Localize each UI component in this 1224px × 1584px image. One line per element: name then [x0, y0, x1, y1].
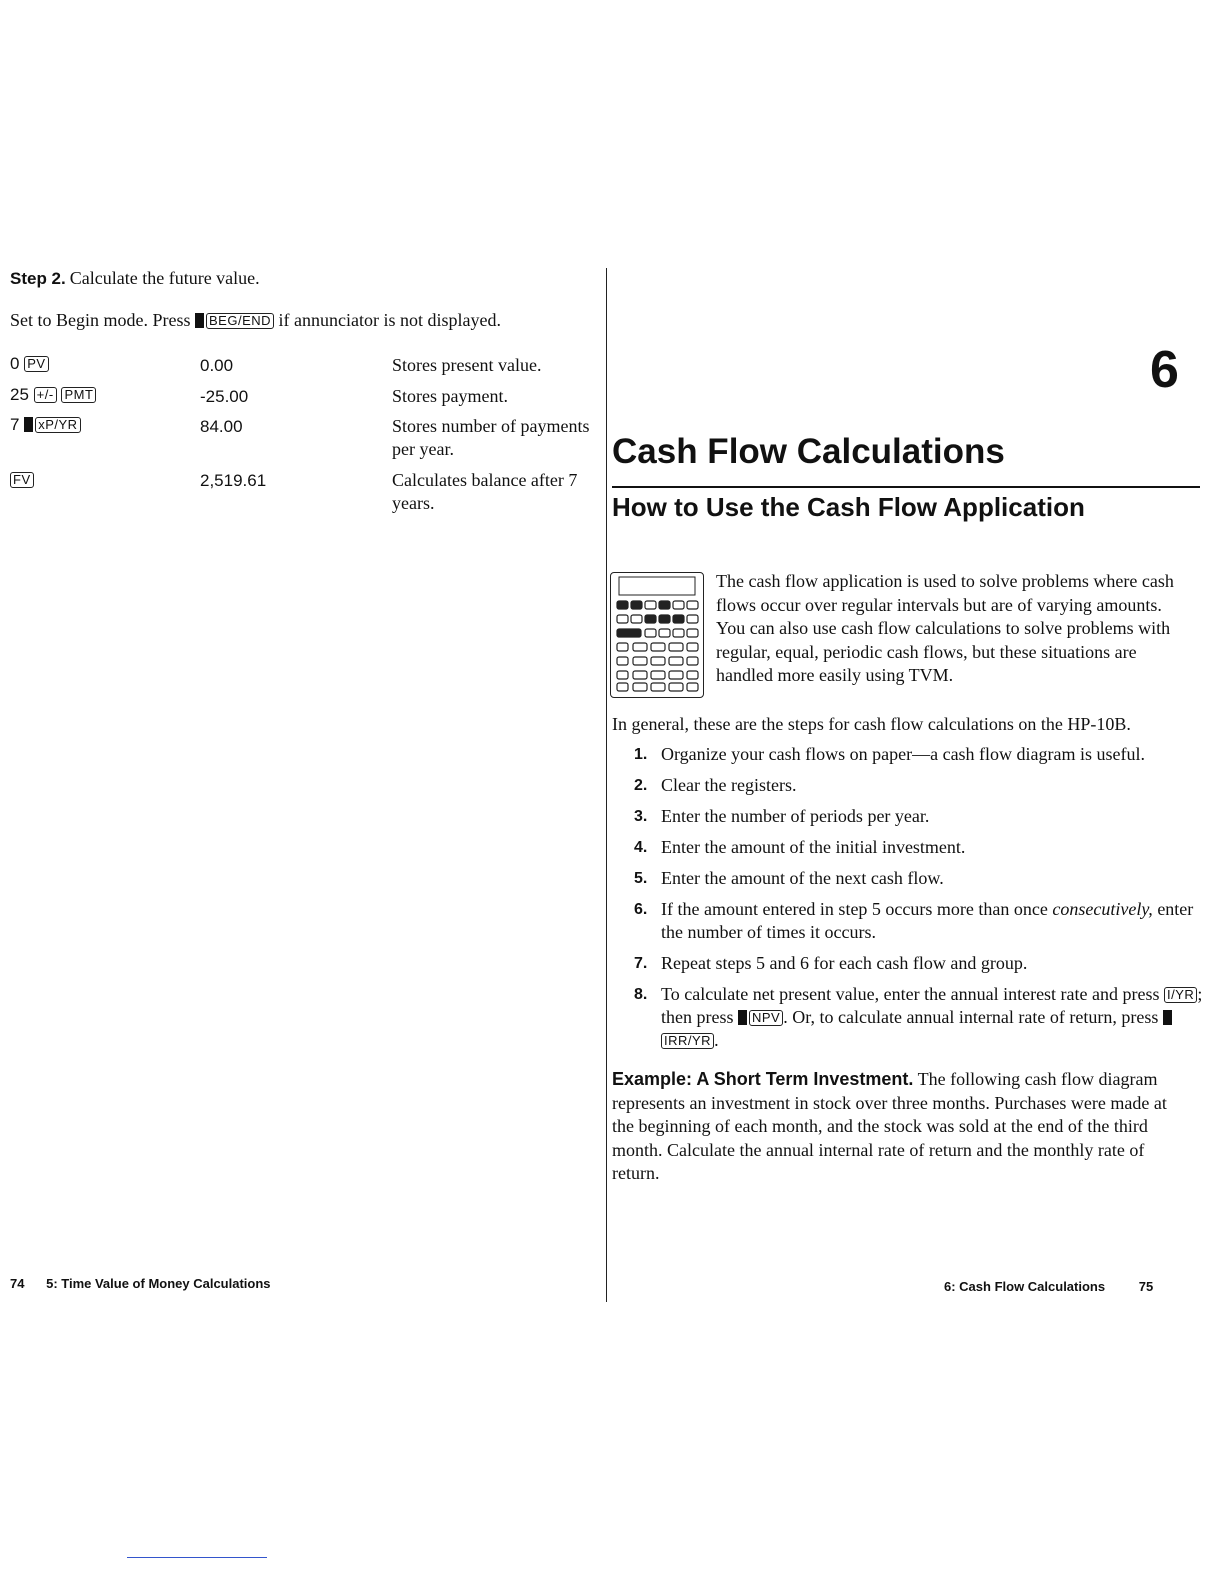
intro-paragraph: The cash flow application is used to solve problems where cash flows occur over regular intervals but are of varying amounts. You can also use cash flow calculations to solve problems with regular, equal, periodic cash flows, but these situations are handled more easily using TVM.	[716, 571, 1174, 685]
step-text: Enter the amount of the next cash flow.	[661, 868, 944, 888]
step-heading-line	[10, 268, 260, 289]
list-item	[612, 743, 1204, 766]
left-footer	[10, 1276, 271, 1291]
steps-section	[612, 714, 1204, 1060]
step-number: 5.	[634, 870, 648, 887]
description-3: Stores number of payments per year.	[392, 416, 590, 459]
left-page-number: 74	[10, 1276, 25, 1291]
keystroke-row-2	[10, 385, 96, 405]
keystroke-row-3	[10, 415, 81, 435]
shift-key-icon	[24, 417, 33, 432]
keystroke-row-1	[10, 354, 49, 374]
shift-key-icon	[195, 313, 204, 328]
list-item	[612, 952, 1204, 975]
keystroke-number: 7	[10, 415, 20, 434]
description-2: Stores payment.	[392, 386, 508, 406]
step-text-cont: enter the number of times it occurs.	[661, 899, 1194, 942]
display-value-1: 0.00	[200, 356, 234, 375]
section-title: How to Use the Cash Flow Application	[612, 492, 1085, 522]
display-value-4: 2,519.61	[200, 471, 267, 490]
step-text: Clear the registers.	[661, 775, 797, 795]
steps-list	[612, 743, 1204, 1052]
right-page-number: 75	[1138, 1279, 1154, 1294]
example-paragraph	[612, 1068, 1192, 1186]
step-text-b: ; then press	[661, 984, 1203, 1027]
instruction-post: if annunciator is not displayed.	[278, 310, 501, 330]
chapter-title: Cash Flow Calculations	[612, 432, 1005, 471]
fv-key: FV	[10, 472, 34, 488]
irr-yr-key: IRR/YR	[661, 1033, 714, 1049]
step-description: Calculate the future value.	[69, 268, 260, 288]
list-item	[612, 774, 1204, 797]
step-text: To calculate net present value, enter the annual interest rate and press	[661, 984, 1160, 1004]
display-value-3: 84.00	[200, 417, 243, 436]
pv-key: PV	[24, 356, 48, 372]
step-number: 3.	[634, 808, 648, 825]
step-number: 4.	[634, 839, 648, 856]
list-item	[612, 983, 1204, 1052]
step-text-d: .	[714, 1030, 719, 1050]
blue-underline	[127, 1557, 267, 1558]
list-item	[612, 836, 1204, 859]
step-number: 8.	[634, 986, 648, 1003]
list-item	[612, 867, 1204, 890]
step-text: Enter the number of periods per year.	[661, 806, 930, 826]
npv-key: NPV	[749, 1010, 783, 1026]
shift-key-icon	[1163, 1010, 1172, 1025]
step-text-c: . Or, to calculate annual internal rate of return, press	[783, 1007, 1159, 1027]
left-footer-title: 5: Time Value of Money Calculations	[46, 1276, 271, 1291]
right-footer	[944, 1279, 1153, 1294]
list-item	[612, 805, 1204, 828]
step-text: Enter the amount of the initial investment.	[661, 837, 966, 857]
chapter-number: 6	[1150, 341, 1179, 399]
step-emphasis: consecutively,	[1052, 899, 1153, 919]
step-number: 1.	[634, 746, 648, 763]
instruction-line	[10, 310, 501, 331]
keystroke-number: 25	[10, 385, 29, 404]
step-label: Step 2.	[10, 269, 66, 288]
beg-end-key: BEG/END	[206, 313, 274, 329]
step-number: 2.	[634, 777, 648, 794]
keystroke-row-4	[10, 470, 34, 490]
calculator-icon	[610, 572, 704, 698]
pmt-key: PMT	[61, 387, 96, 403]
page-divider	[606, 268, 607, 1302]
step-number: 6.	[634, 901, 648, 918]
i-yr-key: I/YR	[1164, 987, 1197, 1003]
keystroke-number: 0	[10, 354, 20, 373]
display-value-2: -25.00	[200, 387, 249, 406]
step-text: If the amount entered in step 5 occurs more than once	[661, 899, 1048, 919]
right-footer-title: 6: Cash Flow Calculations	[944, 1279, 1106, 1294]
change-sign-key: +/-	[34, 387, 57, 403]
example-heading: Example: A Short Term Investment.	[612, 1069, 914, 1089]
shift-key-icon	[738, 1010, 747, 1025]
list-item	[612, 898, 1204, 944]
description-1: Stores present value.	[392, 355, 542, 375]
description-4: Calculates balance after 7 years.	[392, 470, 578, 513]
step-text: Organize your cash flows on paper—a cash flow diagram is useful.	[661, 744, 1146, 764]
instruction-pre: Set to Begin mode. Press	[10, 310, 191, 330]
step-text: Repeat steps 5 and 6 for each cash flow and group.	[661, 953, 1028, 973]
steps-lead: In general, these are the steps for cash flow calculations on the HP-10B.	[612, 714, 1131, 734]
xp-yr-key: xP/YR	[35, 417, 80, 433]
chapter-rule	[612, 486, 1200, 488]
example-text: The following cash flow diagram represents an investment in stock over three months. Purchases were made at the beginning of each month, and the stock was sold at the end of the third month. Calculate the annual internal rate of return and the monthly rate of return.	[612, 1069, 1167, 1183]
step-number: 7.	[634, 955, 648, 972]
